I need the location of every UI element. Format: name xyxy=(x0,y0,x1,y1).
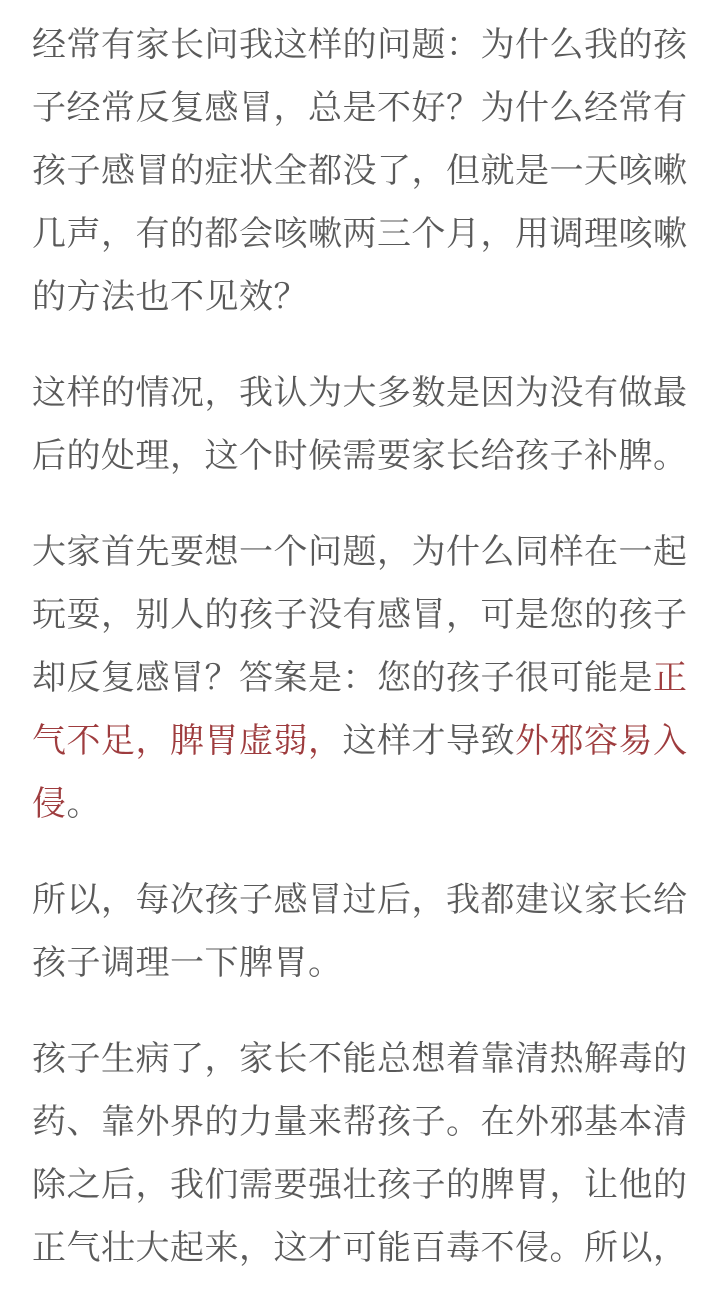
highlighted-text: 外邪容易入 xyxy=(515,722,688,760)
text-line xyxy=(32,1154,690,1217)
text-line xyxy=(32,77,690,140)
highlighted-text: 气不足，脾胃虚弱， xyxy=(32,722,343,760)
text-run: 后的处理，这个时候需要家长给孩子补脾。 xyxy=(32,437,688,475)
paragraph xyxy=(32,14,690,329)
text-line xyxy=(32,869,690,932)
text-line xyxy=(32,1091,690,1154)
text-run: 的方法也不见效？ xyxy=(32,278,308,316)
text-line xyxy=(32,521,690,584)
paragraph xyxy=(32,362,690,488)
text-line xyxy=(32,425,690,488)
text-run: 孩子调理一下脾胃。 xyxy=(32,944,343,982)
paragraph xyxy=(32,1028,690,1280)
text-run: 除之后，我们需要强壮孩子的脾胃，让他的 xyxy=(32,1166,688,1204)
text-line xyxy=(32,203,690,266)
text-line xyxy=(32,932,690,995)
text-run: 子经常反复感冒，总是不好？为什么经常有 xyxy=(32,89,688,127)
text-run: 孩子生病了，家长不能总想着靠清热解毒的 xyxy=(32,1040,688,1078)
text-run: 玩耍，别人的孩子没有感冒，可是您的孩子 xyxy=(32,596,688,634)
paragraph xyxy=(32,869,690,995)
text-run: 药、靠外界的力量来帮孩子。在外邪基本清 xyxy=(32,1103,688,1141)
text-run: 正气壮大起来，这才可能百毒不侵。所以， xyxy=(32,1229,688,1267)
text-line xyxy=(32,773,690,836)
text-line xyxy=(32,710,690,773)
text-line xyxy=(32,647,690,710)
text-run: 。 xyxy=(66,785,101,823)
text-line xyxy=(32,266,690,329)
text-line xyxy=(32,584,690,647)
text-run: 这样才导致 xyxy=(342,722,515,760)
text-run: 这样的情况，我认为大多数是因为没有做最 xyxy=(32,374,688,412)
text-line xyxy=(32,140,690,203)
highlighted-text: 正 xyxy=(653,659,688,697)
paragraph xyxy=(32,521,690,836)
text-run: 孩子感冒的症状全都没了，但就是一天咳嗽 xyxy=(32,152,688,190)
text-line xyxy=(32,1028,690,1091)
text-line xyxy=(32,14,690,77)
text-run: 所以，每次孩子感冒过后，我都建议家长给 xyxy=(32,881,688,919)
text-run: 却反复感冒？答案是：您的孩子很可能是 xyxy=(32,659,653,697)
highlighted-text: 侵 xyxy=(32,785,67,823)
text-run: 经常有家长问我这样的问题：为什么我的孩 xyxy=(32,26,688,64)
text-line xyxy=(32,362,690,425)
text-run: 大家首先要想一个问题，为什么同样在一起 xyxy=(32,533,688,571)
text-run: 几声，有的都会咳嗽两三个月，用调理咳嗽 xyxy=(32,215,688,253)
text-line xyxy=(32,1217,690,1280)
